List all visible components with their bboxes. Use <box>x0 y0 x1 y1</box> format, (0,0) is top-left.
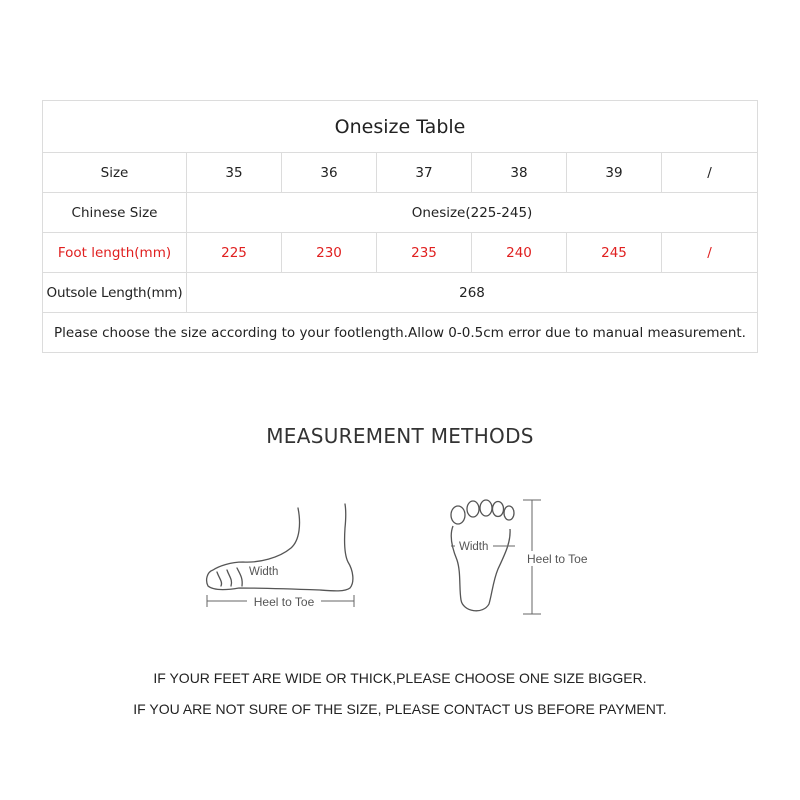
size-row <box>43 153 758 193</box>
sole-width-label: Width <box>459 541 489 553</box>
foot-length-cell: / <box>662 233 758 273</box>
table-title: Onesize Table <box>43 101 758 153</box>
toe-pad <box>467 501 479 517</box>
size-cell: 37 <box>377 153 472 193</box>
note-row <box>43 313 758 353</box>
toe-pad <box>480 500 492 516</box>
outsole-value: 268 <box>187 273 758 313</box>
foot-length-cell: 230 <box>282 233 377 273</box>
measurement-title: MEASUREMENT METHODS <box>266 424 534 448</box>
foot-length-cell: 240 <box>472 233 567 273</box>
side-heel-to-toe-label: Heel to Toe <box>253 595 315 609</box>
tip-line: IF YOUR FEET ARE WIDE OR THICK,PLEASE CHOOSE ONE SIZE BIGGER. <box>153 670 647 686</box>
chinese-size-label: Chinese Size <box>43 193 187 233</box>
toe-line <box>227 570 232 586</box>
toe-pad <box>504 506 514 520</box>
foot-length-label: Foot length(mm) <box>43 233 187 273</box>
table-title-row <box>43 101 758 153</box>
foot-length-cell: 225 <box>187 233 282 273</box>
size-cell: 38 <box>472 153 567 193</box>
size-cell: 36 <box>282 153 377 193</box>
toe-line <box>237 568 242 586</box>
size-cell: / <box>662 153 758 193</box>
size-note: Please choose the size according to your footlength.Allow 0-0.5cm error due to manual measurement. <box>43 313 758 353</box>
chinese-size-value: Onesize(225-245) <box>187 193 758 233</box>
foot-side-diagram <box>195 498 370 623</box>
foot-length-row <box>43 233 758 273</box>
size-cell: 35 <box>187 153 282 193</box>
outsole-row <box>43 273 758 313</box>
side-width-label: Width <box>249 566 279 578</box>
tip-line: IF YOU ARE NOT SURE OF THE SIZE, PLEASE CONTACT US BEFORE PAYMENT. <box>133 701 667 717</box>
foot-length-cell: 245 <box>567 233 662 273</box>
foot-sole-diagram <box>435 496 600 621</box>
size-cell: 39 <box>567 153 662 193</box>
foot-length-cell: 235 <box>377 233 472 273</box>
size-table <box>42 100 758 353</box>
foot-side-outline <box>207 504 353 591</box>
size-label: Size <box>43 153 187 193</box>
toe-line <box>217 572 222 586</box>
foot-sole-outline <box>451 526 510 611</box>
sole-heel-to-toe-label: Heel to Toe <box>527 552 588 566</box>
outsole-label: Outsole Length(mm) <box>43 273 187 313</box>
toe-pad <box>451 506 465 524</box>
chinese-size-row <box>43 193 758 233</box>
toe-pad <box>493 502 504 517</box>
